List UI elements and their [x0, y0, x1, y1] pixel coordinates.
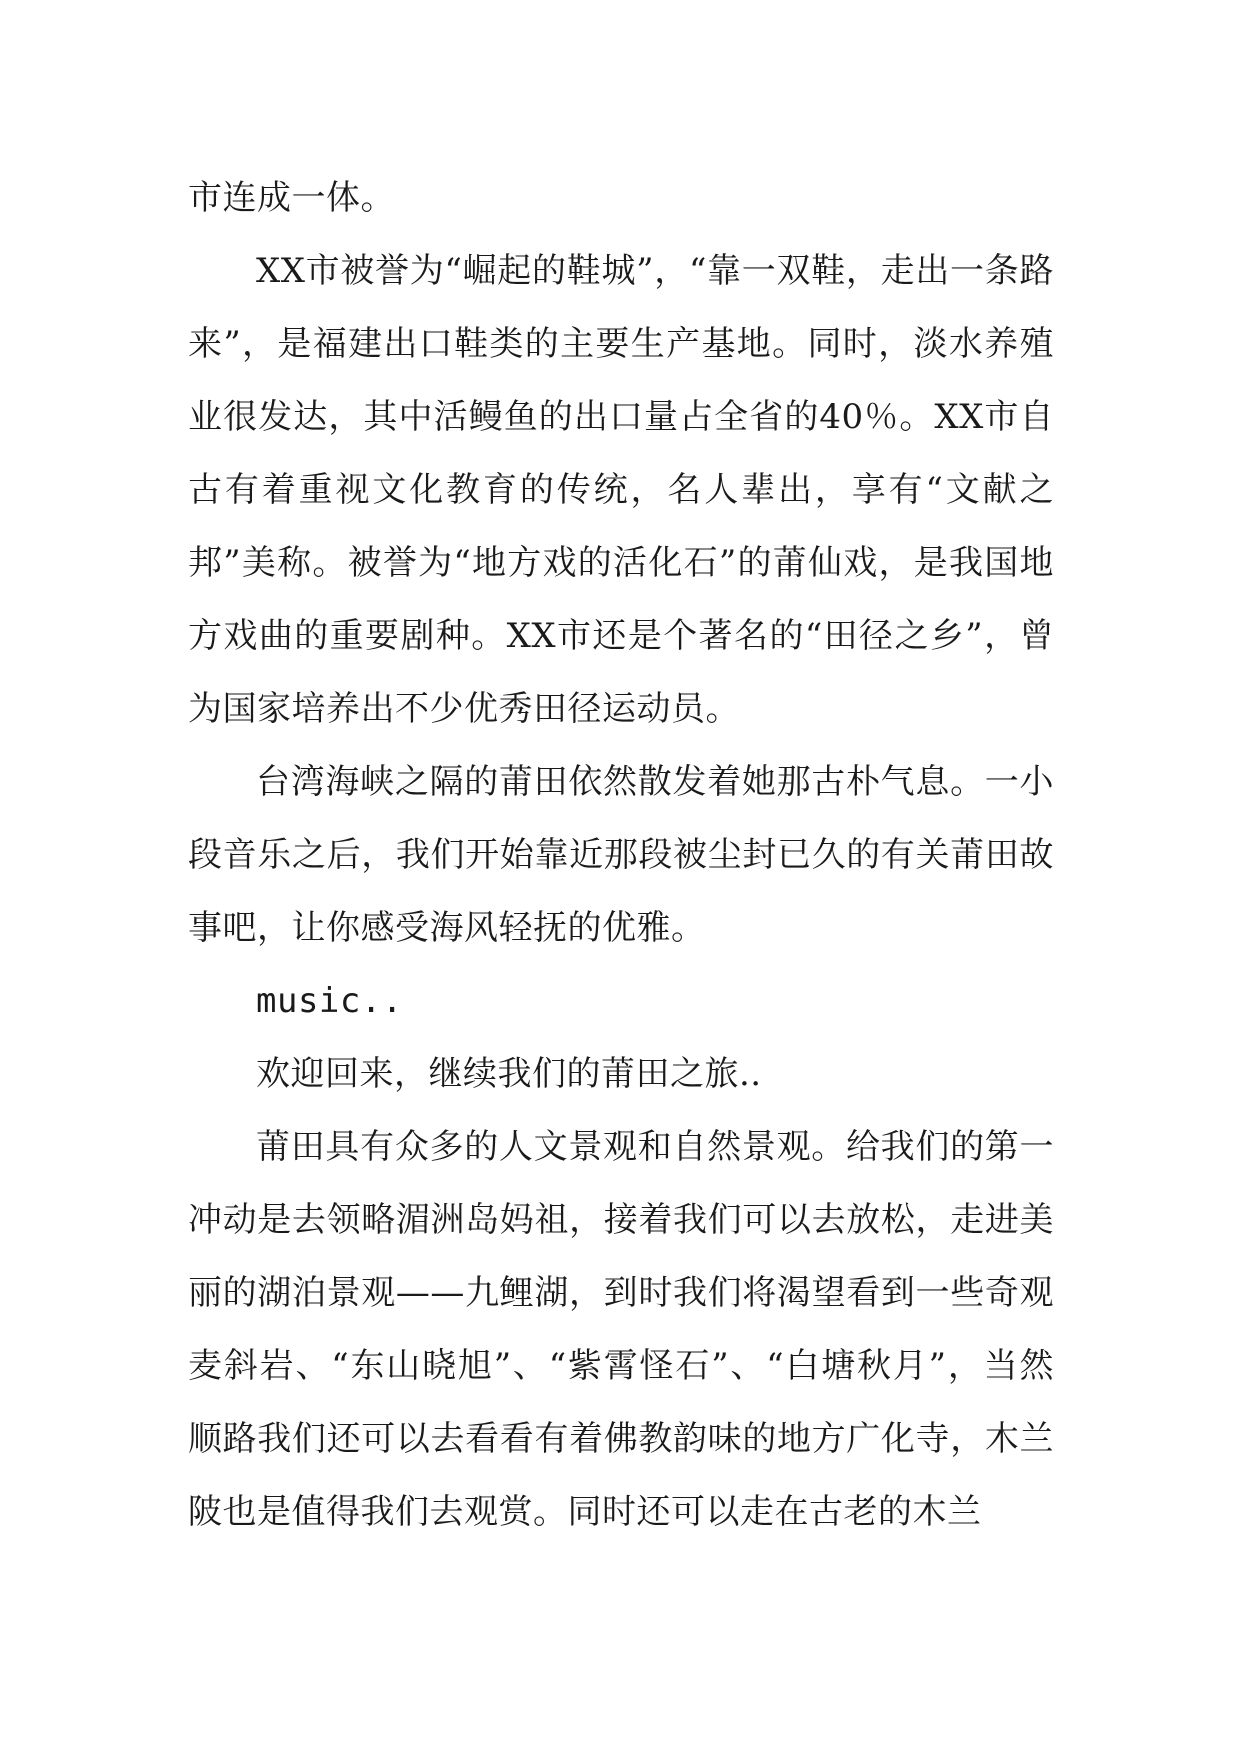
paragraph-continuation: 市连成一体。 [188, 178, 395, 218]
paragraph-welcome-back: 欢迎回来，继续我们的莆田之旅.. [256, 1054, 762, 1094]
paragraph-attractions: 莆田具有众多的人文景观和自然景观。给我们的第一冲动是去领略湄洲岛妈祖，接着我们可以去放松，走进美丽的湖泊景观——九鲤湖，到时我们将渴望看到一些奇观麦斜岩、“东山晓旭”、“紫霄怪石”、“白塘秋月”，当然顺路我们还可以去看看有着佛教韵味的地方广化寺，木兰陂也是值得我们去观赏。同时还可以走在古老的木兰 [188, 1127, 1054, 1532]
paragraph-music: music.. [256, 981, 403, 1021]
paragraph-shoe-city: XX市被誉为“崛起的鞋城”，“靠一双鞋，走出一条路来”，是福建出口鞋类的主要生产基地。同时，淡水养殖业很发达，其中活鳗鱼的出口量占全省的40％。XX市自古有着重视文化教育的传统，名人辈出，享有“文献之邦”美称。被誉为“地方戏的活化石”的莆仙戏，是我国地方戏曲的重要剧种。XX市还是个著名的“田径之乡”，曾为国家培养出不少优秀田径运动员。 [188, 251, 1054, 729]
document-body [188, 162, 1054, 1549]
paragraph-taiwan-strait: 台湾海峡之隔的莆田依然散发着她那古朴气息。一小段音乐之后，我们开始靠近那段被尘封已久的有关莆田故事吧，让你感受海风轻抚的优雅。 [188, 762, 1054, 948]
